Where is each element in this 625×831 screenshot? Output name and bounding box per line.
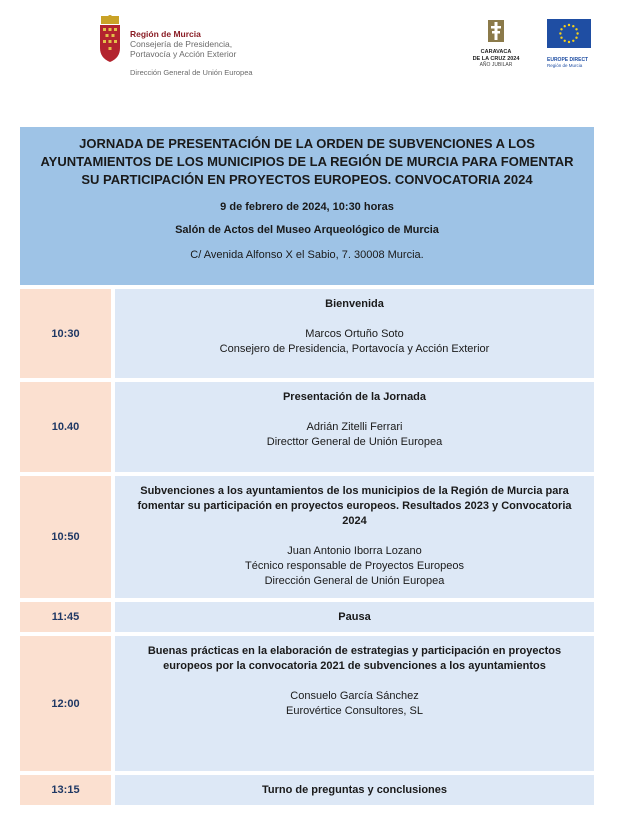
agenda-content [115,289,594,378]
murcia-coat-of-arms-icon [97,14,123,64]
speaker-name: Consuelo García Sánchez [290,690,419,702]
agenda-content [115,476,594,598]
agenda-row [20,775,594,805]
caravaca-title: CARAVACA [480,49,512,55]
agenda-item-title: Presentación de la Jornada [282,391,427,403]
agenda-item-title: Buenas prácticas en la elaboración de estrategias y participación en proyectos europeos por la convocatoria 2021 de subvenciones a los ayuntamientos [147,645,562,672]
eu-flag-icon [547,19,591,48]
caravaca-jubilee: AÑO JUBILAR [479,62,513,68]
agenda-row [20,289,594,378]
agenda-row [20,476,594,598]
event-header [20,127,594,285]
agenda-item-title: Pausa [338,611,371,623]
speaker-role: Técnico responsable de Proyectos Europeos [245,560,464,572]
region-name: Región de Murcia [130,29,201,39]
agenda-item-title: Turno de preguntas y conclusiones [262,784,447,796]
agenda-time: 13:15 [20,775,111,805]
agenda-content [115,636,594,771]
consejeria-line-1: Consejería de Presidencia, [130,39,233,49]
speaker-name: Juan Antonio Iborra Lozano [287,545,422,557]
murcia-logo-text [130,29,236,59]
agenda-item-title: Subvenciones a los ayuntamientos de los municipios de la Región de Murcia para fomentar su participación en proyectos europeos. Resultados 2023 y Convocatoria 2024 [137,485,572,527]
speaker-role: Consejero de Presidencia, Portavocía y Acción Exterior [219,343,490,355]
speaker-name: Adrián Zitelli Ferrari [306,421,403,433]
agenda-time: 10:30 [20,289,111,378]
agenda-row [20,382,594,472]
agenda-content [115,775,594,805]
direccion-general-label: Dirección General de Unión Europea [130,68,253,77]
caravaca-logo [466,18,526,70]
europe-direct-logo [547,19,593,67]
agenda-item-title: Bienvenida [325,298,384,310]
speaker-role: Directtor General de Unión Europea [266,436,443,448]
event-address: C/ Avenida Alfonso X el Sabio, 7. 30008 Murcia. [190,249,424,261]
agenda-content [115,382,594,472]
agenda-time: 10.40 [20,382,111,472]
agenda-time: 10:50 [20,476,111,598]
caravaca-subtitle: DE LA CRUZ 2024 [472,55,520,62]
europe-direct-subtitle: Región de Murcia [547,63,583,68]
europe-direct-title: EUROPE DIRECT [547,57,589,63]
agenda-time: 12:00 [20,636,111,771]
region-murcia-logo [97,14,257,78]
agenda-content [115,602,594,632]
event-date: 9 de febrero de 2024, 10:30 horas [220,201,394,213]
speaker-company: Eurovértice Consultores, SL [286,705,423,717]
agenda-time: 11:45 [20,602,111,632]
event-venue: Salón de Actos del Museo Arqueológico de Murcia [175,224,439,236]
cross-icon [486,18,506,44]
agenda-table [20,127,594,805]
consejeria-line-2: Portavocía y Acción Exterior [130,49,237,59]
agenda-row [20,602,594,632]
event-title: JORNADA DE PRESENTACIÓN DE LA ORDEN DE SUBVENCIONES A LOS AYUNTAMIENTOS DE LOS MUNICIPIOS DE LA REGIÓN DE MURCIA PARA FOMENTAR SU PARTICIPACIÓN EN PROYECTOS EUROPEOS. CONVOCATORIA 2024 [40,136,574,187]
speaker-department: Dirección General de Unión Europea [264,575,445,587]
speaker-name: Marcos Ortuño Soto [305,328,404,340]
agenda-row [20,636,594,771]
